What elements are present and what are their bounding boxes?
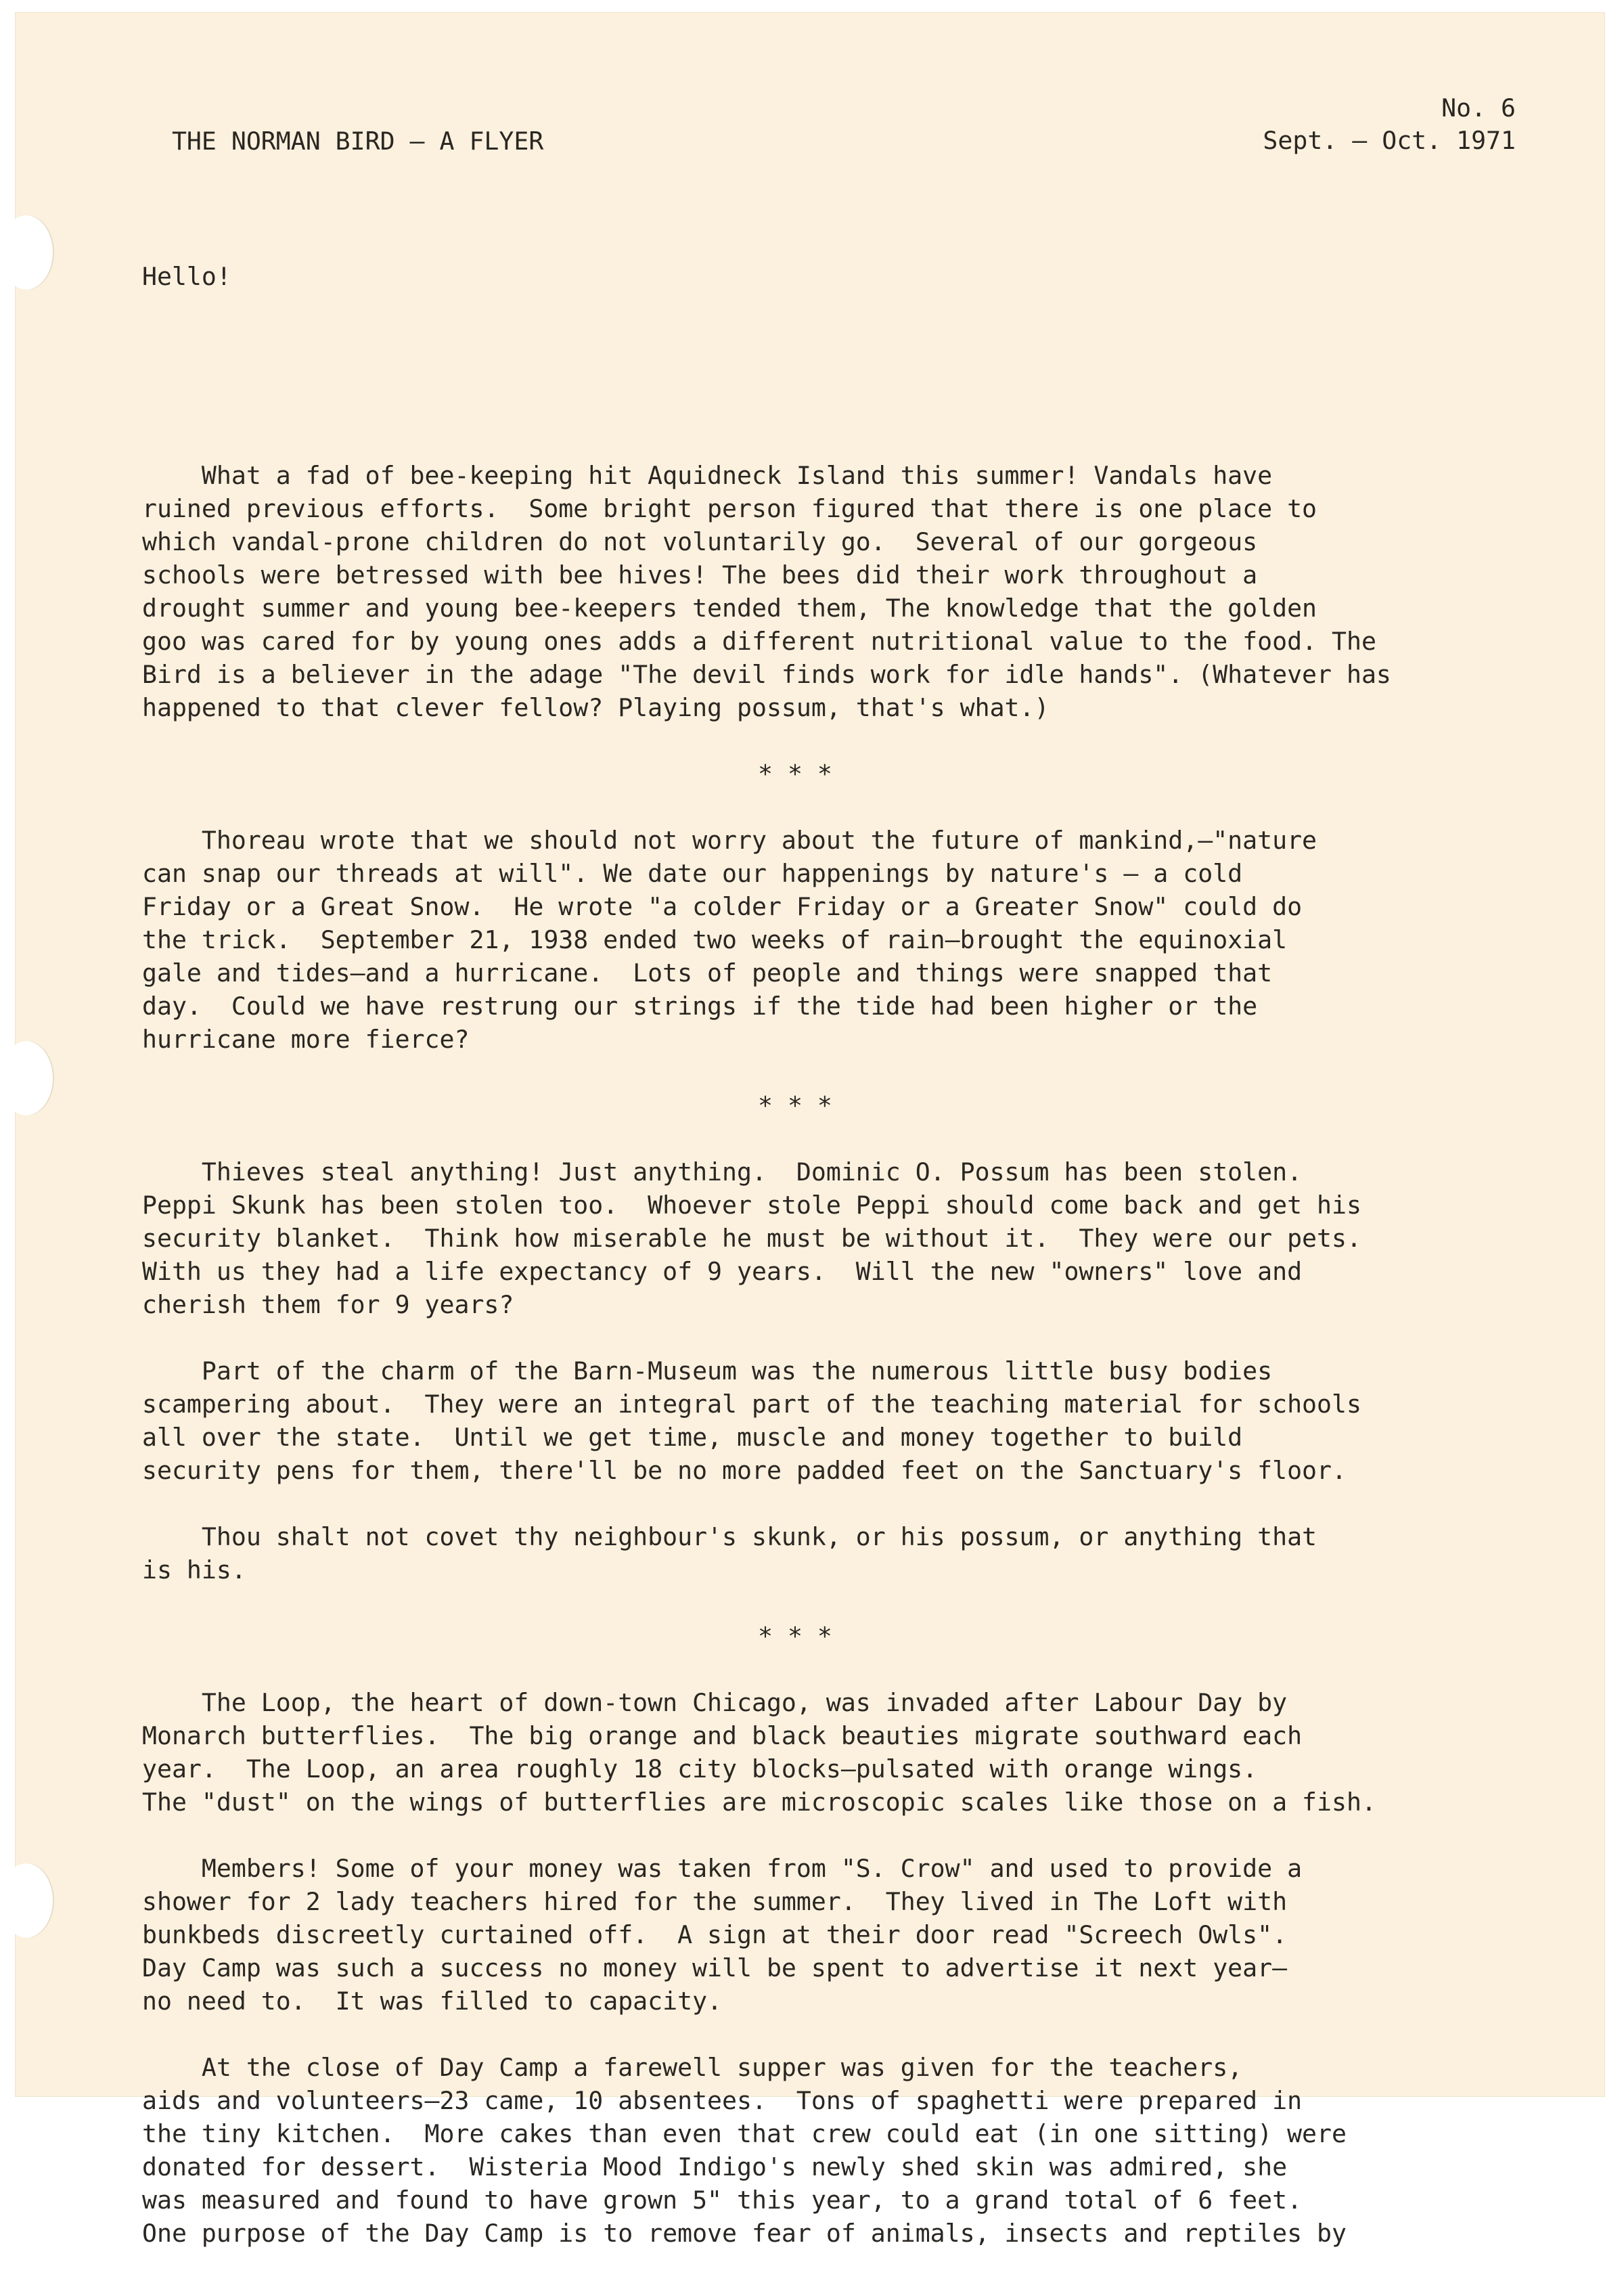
text-line: bunkbeds discreetly curtained off. A sign at their door read "Screech Owls".	[142, 1920, 1288, 1949]
paragraph	[142, 459, 1516, 724]
section-divider: * * *	[758, 1091, 832, 1120]
text-line: With us they had a life expectancy of 9 years. Will the new "owners" love and	[142, 1257, 1303, 1286]
punch-hole	[0, 215, 54, 290]
text-line: Monarch butterflies. The big orange and black beauties migrate southward each	[142, 1721, 1303, 1750]
text-line: security pens for them, there'll be no more padded feet on the Sanctuary's floor.	[142, 1456, 1347, 1485]
text-line: The Loop, the heart of down-town Chicago, was invaded after Labour Day by	[142, 1688, 1288, 1717]
text-line: is his.	[142, 1555, 246, 1584]
section-divider: * * *	[758, 759, 832, 789]
text-line: Part of the charm of the Barn-Museum was the numerous little busy bodies	[142, 1356, 1273, 1386]
text-line: day. Could we have restrung our strings if the tide had been higher or the	[142, 992, 1258, 1021]
paragraph	[142, 2051, 1516, 2250]
paragraph	[142, 1354, 1516, 1487]
text-line: Friday or a Great Snow. He wrote "a colder Friday or a Greater Snow" could do	[142, 892, 1303, 921]
text-line: The "dust" on the wings of butterflies are microscopic scales like those on a fish.	[142, 1788, 1376, 1817]
text-line: Thoreau wrote that we should not worry about the future of mankind,—"nature	[142, 826, 1317, 855]
paragraph	[142, 1155, 1516, 1321]
text-line: Members! Some of your money was taken from "S. Crow" and used to provide a	[142, 1854, 1303, 1883]
text-line: Thou shalt not covet thy neighbour's skunk, or his possum, or anything that	[142, 1522, 1317, 1551]
text-line: At the close of Day Camp a farewell supper was given for the teachers,	[142, 2053, 1243, 2082]
text-line: gale and tides—and a hurricane. Lots of people and things were snapped that	[142, 958, 1273, 988]
text-line: year. The Loop, an area roughly 18 city blocks—pulsated with orange wings.	[142, 1754, 1258, 1783]
text-line: One purpose of the Day Camp is to remove fear of animals, insects and reptiles by	[142, 2219, 1347, 2248]
sections	[142, 459, 1516, 2250]
text-line: goo was cared for by young ones adds a different nutritional value to the food. The	[142, 627, 1376, 656]
issue-number: No. 6	[1441, 93, 1516, 123]
newsletter-title: THE NORMAN BIRD — A FLYER	[171, 127, 544, 156]
text-line: Day Camp was such a success no money will be spent to advertise it next year—	[142, 1953, 1288, 1982]
text-line: all over the state. Until we get time, muscle and money together to build	[142, 1423, 1243, 1452]
section-divider: * * *	[758, 1622, 832, 1651]
issue-date: Sept. — Oct. 1971	[1263, 126, 1516, 155]
text-line: shower for 2 lady teachers hired for the summer. They lived in The Loft with	[142, 1887, 1288, 1916]
text-line: security blanket. Think how miserable he must be without it. They were our pets.	[142, 1224, 1361, 1253]
text-line: the tiny kitchen. More cakes than even that crew could eat (in one sitting) were	[142, 2119, 1347, 2148]
text-line: can snap our threads at will". We date our happenings by nature's — a cold	[142, 859, 1243, 888]
text-line: cherish them for 9 years?	[142, 1290, 514, 1319]
paragraph	[142, 824, 1516, 1056]
letter-body	[142, 194, 1516, 2283]
text-line: which vandal-prone children do not voluntarily go. Several of our gorgeous	[142, 527, 1258, 556]
text-line: hurricane more fierce?	[142, 1025, 470, 1054]
text-line: the trick. September 21, 1938 ended two weeks of rain—brought the equinoxial	[142, 925, 1288, 954]
text-line: drought summer and young bee-keepers tended them, The knowledge that the golden	[142, 594, 1317, 623]
text-line: Thieves steal anything! Just anything. Dominic O. Possum has been stolen.	[142, 1157, 1303, 1187]
greeting: Hello!	[142, 262, 231, 291]
text-line: Peppi Skunk has been stolen too. Whoever stole Peppi should come back and get his	[142, 1191, 1361, 1220]
paragraph	[142, 1520, 1516, 1587]
text-line: was measured and found to have grown 5" this year, to a grand total of 6 feet.	[142, 2186, 1303, 2215]
text-line: ruined previous efforts. Some bright person figured that there is one place to	[142, 494, 1317, 523]
punch-hole	[0, 1041, 54, 1115]
text-line: Bird is a believer in the adage "The devil finds work for idle hands". (Whatever has	[142, 660, 1391, 689]
paragraph	[142, 1686, 1516, 1819]
paragraph	[142, 1852, 1516, 2018]
text-line: no need to. It was filled to capacity.	[142, 1987, 723, 2016]
text-line: happened to that clever fellow? Playing possum, that's what.)	[142, 693, 1050, 722]
text-line: schools were betressed with bee hives! The bees did their work throughout a	[142, 560, 1258, 590]
text-line: donated for dessert. Wisteria Mood Indigo's newly shed skin was admired, she	[142, 2152, 1288, 2181]
punch-hole	[0, 1863, 54, 1938]
text-line: aids and volunteers—23 came, 10 absentees. Tons of spaghetti were prepared in	[142, 2086, 1303, 2115]
text-line: What a fad of bee-keeping hit Aquidneck Island this summer! Vandals have	[142, 461, 1273, 490]
text-line: scampering about. They were an integral part of the teaching material for schools	[142, 1390, 1361, 1419]
